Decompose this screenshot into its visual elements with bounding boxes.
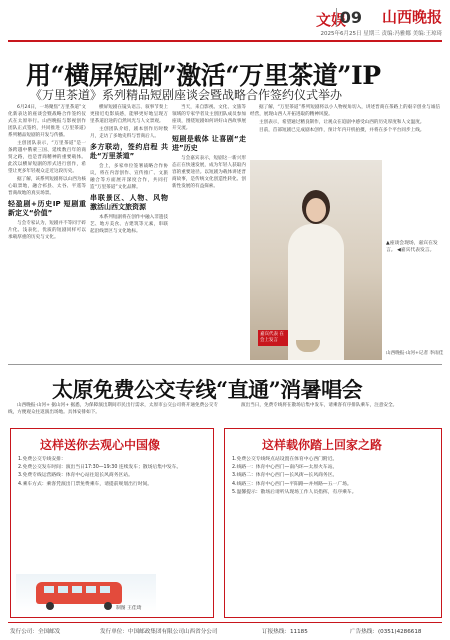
route-box-right-body [232, 456, 434, 612]
story2-headline: 太原免费公交专线“直通”消暑唱会 [52, 377, 363, 402]
list-item: 5.温馨提示：散场后请听从现场工作人员指挥，有序乘车。 [232, 489, 357, 495]
story2-lead-right [232, 402, 442, 424]
footer-phone: 广告热线：(0351)4286618 [350, 629, 422, 635]
photo-caption: ▲座谈会现场，嘉宾在发言。 ◀嘉宾代表发言。 [386, 241, 438, 253]
list-item: 4.乘车方式：乘客凭演出门票免费乘车，请提前规划出行时间。 [18, 481, 153, 487]
story1-column-4 [250, 104, 440, 156]
paragraph: 演出当日，免费专线将在散场后集中发车，请乘客有序排队乘车，注意安全。 [241, 403, 398, 408]
list-item: 2.免费公交发车时间：演出当日17:30—19:30 连续发车；散场后集中发车。 [18, 465, 182, 471]
footer-address: 发行公司：全国邮发 [10, 629, 61, 635]
paragraph: 6月24日，一场聚焦“万里茶道”文化新表达的座谈会暨战略合作签约仪式在太原举行。山西晚报与影视创作团队正式签约，共同推进《万里茶道》系列精品短剧的开发与传播。 [8, 105, 86, 138]
paragraph: 据了解，该系列短剧将以山西为核心取景地，融合祁县、太谷、平遥等晋商故地的真实场景。 [8, 177, 86, 196]
route-box-left-body [18, 456, 206, 570]
story1-column-3 [172, 104, 246, 360]
list-item: 3.免费专线运营路线：体育中心站往返长风商务区站。 [18, 473, 133, 479]
byline: 山西晚报·山河+记者 李雨佳 [386, 351, 444, 356]
newspaper-logo: 山西晚报 [381, 8, 442, 26]
top-rule [8, 40, 442, 42]
paragraph: 本系列短剧将在创作中融入非遗技艺、地方美食、古建筑等元素，串联起沿线景区与文化地标。 [90, 215, 168, 234]
story1-subhead: 《万里茶道》系列精品短剧座谈会暨战略合作签约仪式举办 [30, 88, 343, 102]
photo-tag: 嘉宾代表 在会上发言 [258, 330, 288, 346]
paragraph: 当天，来自影视、文化、文旅等领域的专家学者及主创团队成员参加座谈，围绕短剧如何讲好山西故事展开交流。 [172, 105, 246, 131]
story2-lead-left [8, 402, 218, 424]
story1-column-1 [8, 104, 86, 360]
paragraph: 主创团队介绍，剧本创作历时数月，走访了多地史料与晋商后人。 [90, 127, 168, 139]
subheading: 串联景区、人物、风物 激活山西文旅资源 [90, 194, 168, 211]
route-box-right-title: 这样载你踏上回家之路 [262, 438, 383, 452]
list-item: 2.线路一：体育中心西门—南内环—太原火车站。 [232, 465, 338, 471]
route-box-left-title: 这样送你去观心中国像 [40, 438, 161, 452]
footer-rule [8, 622, 442, 623]
paragraph: 横屏短剧在镜头语言、叙事节奏上更接近电影质感，能够更好地呈现万里茶道沿途的自然风光与人文景观。 [90, 105, 168, 124]
section-divider [8, 364, 442, 365]
date-line: 2025年6月25日 星期三 责编:冯雅娜 美编:王琼琦 [320, 31, 442, 37]
paragraph: 主创表示，希望通过精良制作，让观众在追剧中感受山西的历史厚度和人文温度。 [259, 120, 425, 125]
paragraph: 据了解，“万里茶道”系列短剧将以小人物视角切入，讲述晋商在茶路上的艰辛创业与诚信经营，展现山西人开拓进取的精神风貌。 [250, 105, 440, 117]
subheading: 多方联动，签约启程 共赴“万里茶道” [90, 143, 168, 160]
story1-headline: 用“横屏短剧”激活“万里茶道”IP [26, 61, 381, 90]
list-item: 4.线路三：体育中心西门—平阳路—并州路—五一广场。 [232, 481, 352, 487]
paragraph: 山西晚报·山河+ 据山河+ 据悉，为保障演出期间市民出行需求，太原市公交公司将开通免费公交专线，方便观众往返演出场地。具体安排如下。 [8, 403, 218, 415]
paragraph: 与会嘉宾表示，短剧这一新兴形态正在快速发展，成为年轻人获取内容的重要途径。以短剧为载体讲述晋商故事，是传统文化创造性转化、创新性发展的有益探索。 [172, 156, 246, 189]
paragraph: 目前，首部短剧已完成剧本创作，预计年内开机拍摄，并将在多个平台同步上线。 [259, 128, 425, 133]
illustration-credit: 制图 王佳琦 [116, 606, 142, 611]
paragraph: 主创团队表示，“万里茶道”是一条跨越中俄蒙三国、延续数百年的商贸之路，也是晋商精神的重要载体。此次以横屏短剧的形式进行创作，希望让更多年轻观众走近这段历史。 [8, 141, 86, 174]
paragraph: 与会专家认为，短剧并不等同于碎片化、浅表化，优质的短剧同样可以承载厚重的历史与文化。 [8, 221, 86, 240]
subheading: 轻盈剧+历史IP 短剧重新定义“价值” [8, 200, 86, 217]
section-name: 文娱 [315, 11, 346, 29]
footer-printer: 发行单位：中国邮政集团有限公司山西省分公司 [100, 629, 218, 635]
page-number: 09 [336, 8, 362, 27]
footer-code: 订报热线：11185 [262, 629, 308, 635]
speaker-figure [288, 190, 344, 360]
paragraph: 会上，多家单位签署战略合作协议，将在内容创作、宣传推广、文旅融合等方面展开深度合作，共同打造“万里茶道”文化品牌。 [90, 164, 168, 190]
list-item: 1.免费公交专线终点站设置在体育中心西门附近。 [232, 457, 338, 462]
subheading: 短剧是载体 让喜剧“走进”历史 [172, 135, 246, 152]
story1-column-2 [90, 104, 168, 360]
list-item: 3.线路二：体育中心西门—长风街—长风商务区。 [232, 473, 338, 479]
masthead [0, 0, 450, 42]
list-item: 1.免费公交专线安排： [18, 457, 66, 462]
